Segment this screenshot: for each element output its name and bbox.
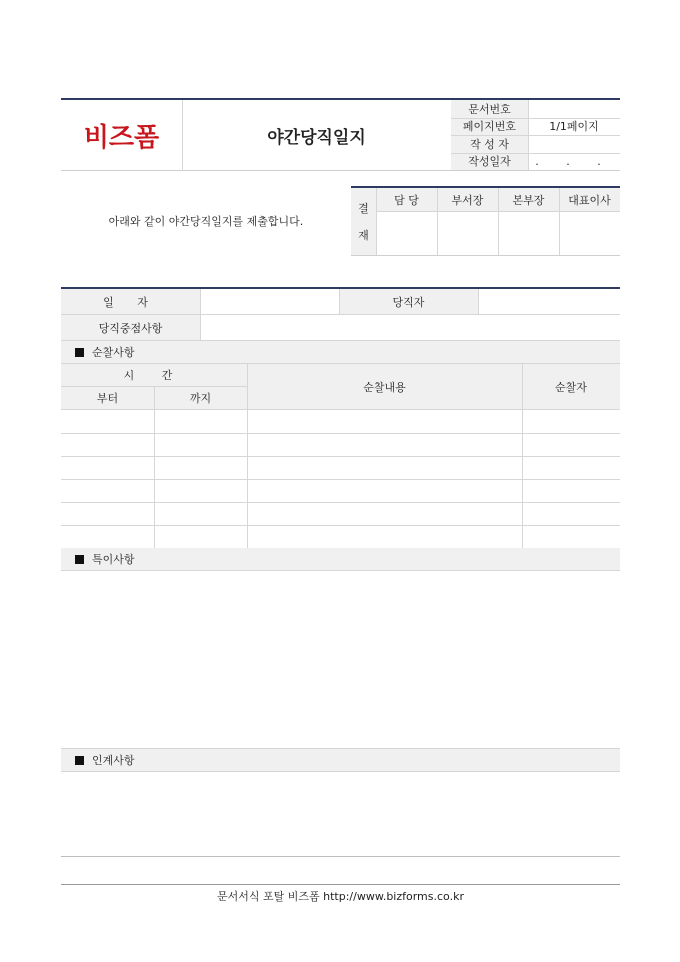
patrol-to-cell[interactable] [154,502,247,525]
date-field[interactable] [200,289,339,314]
approval-column-header: 담 당 [376,188,437,211]
patrol-content-cell[interactable] [247,433,522,456]
patrol-from-cell[interactable] [61,479,154,502]
patrol-patroller-cell[interactable] [522,410,620,433]
approval-column-header: 부서장 [437,188,498,211]
patrol-from-cell[interactable] [61,502,154,525]
meta-label: 문서번호 [451,100,528,118]
patrol-patroller-cell[interactable] [522,456,620,479]
approval-side-label: 결 재 [351,188,376,255]
meta-label: 작 성 자 [451,135,528,153]
page-title: 야간당직일지 [267,127,366,148]
special-notes-area[interactable] [61,571,620,748]
patrol-content-cell[interactable] [247,479,522,502]
focus-label: 당직중점사항 [61,315,200,340]
square-bullet-icon [75,348,84,357]
patrol-to-cell[interactable] [154,456,247,479]
patroller-header: 순찰자 [522,364,620,409]
patrol-content-cell[interactable] [247,410,522,433]
meta-value[interactable]: . . . [535,154,613,168]
patrol-patroller-cell[interactable] [522,525,620,548]
signature-box[interactable] [498,212,559,255]
meta-value[interactable]: 1/1페이지 [549,120,599,134]
patrol-to-cell[interactable] [154,433,247,456]
meta-label: 작성일자 [451,153,528,171]
patrol-patroller-cell[interactable] [522,502,620,525]
date-label: 일 자 [61,289,200,314]
duty-person-label: 당직자 [339,289,478,314]
patrol-section-heading: 순찰사항 [61,341,620,363]
patrol-patroller-cell[interactable] [522,433,620,456]
patrol-patroller-cell[interactable] [522,479,620,502]
patrol-from-cell[interactable] [61,433,154,456]
patrol-to-cell[interactable] [154,525,247,548]
patrol-content-header: 순찰내용 [247,364,522,409]
logo-text: 비즈폼 [83,122,160,153]
from-header: 부터 [61,387,154,409]
footer: 문서서식 포탈 비즈폼 http://www.bizforms.co.kr [217,890,464,903]
approval-column-header: 대표이사 [559,188,620,211]
square-bullet-icon [75,756,84,765]
to-header: 까지 [154,387,247,409]
approval-column-header: 본부장 [498,188,559,211]
signature-box[interactable] [559,212,620,255]
signature-box[interactable] [376,212,437,255]
duty-person-field[interactable] [478,289,620,314]
patrol-to-cell[interactable] [154,410,247,433]
meta-label: 페이지번호 [451,118,528,136]
time-header: 시 간 [61,364,247,386]
handover-section-heading: 인계사항 [61,749,620,771]
patrol-to-cell[interactable] [154,479,247,502]
logo [61,100,182,170]
special-section-heading: 특이사항 [61,548,620,570]
patrol-content-cell[interactable] [247,525,522,548]
patrol-from-cell[interactable] [61,525,154,548]
handover-notes-area[interactable] [61,772,620,856]
focus-field[interactable] [200,315,620,340]
patrol-from-cell[interactable] [61,410,154,433]
patrol-content-cell[interactable] [247,502,522,525]
intro-text: 아래와 같이 야간당직일지를 제출합니다. [108,215,304,228]
meta-value[interactable] [528,100,620,118]
square-bullet-icon [75,555,84,564]
patrol-from-cell[interactable] [61,456,154,479]
meta-value[interactable] [528,135,620,153]
patrol-content-cell[interactable] [247,456,522,479]
signature-box[interactable] [437,212,498,255]
